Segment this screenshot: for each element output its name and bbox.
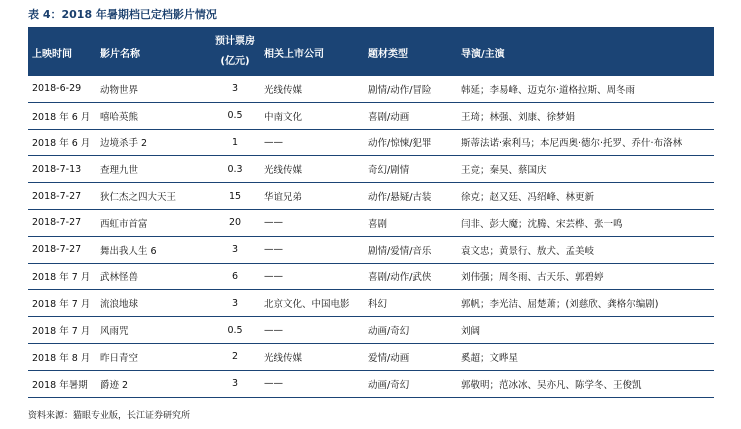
cell-name: 嘻哈英熊 xyxy=(100,111,139,123)
cell-genre: 爱情/动画 xyxy=(368,352,410,364)
cell-name: 武林怪兽 xyxy=(100,272,139,284)
table-row xyxy=(28,344,714,371)
cell-box-office: 20 xyxy=(228,217,242,229)
cell-cast: 斯蒂法诺·索利马；本尼西奥·德尔·托罗、乔什·布洛林 xyxy=(461,138,683,150)
table-row xyxy=(28,210,714,237)
cell-name: 狄仁杰之四大天王 xyxy=(100,192,177,204)
cell-name: 流浪地球 xyxy=(100,299,139,311)
table-row xyxy=(28,156,714,183)
header-company: 相关上市公司 xyxy=(264,48,324,60)
cell-date: 2018 年 8 月 xyxy=(32,352,91,364)
table-row xyxy=(28,371,714,398)
header-box-office-line1: 预计票房 xyxy=(215,36,255,47)
cell-genre: 剧情/动作/冒险 xyxy=(368,84,432,96)
cell-name: 舞出我人生 6 xyxy=(100,245,157,257)
cell-cast: 闫非、彭大魔；沈腾、宋芸桦、张一鸣 xyxy=(461,218,623,230)
cell-name: 边境杀手 2 xyxy=(100,138,148,150)
header-genre: 题材类型 xyxy=(368,48,408,60)
cell-genre: 动作/惊悚/犯罪 xyxy=(368,138,432,150)
cell-name: 西虹市首富 xyxy=(100,218,148,230)
cell-date: 2018 年 6 月 xyxy=(32,138,91,150)
cell-cast: 刘伟强；周冬雨、古天乐、郭碧婷 xyxy=(461,272,604,284)
cell-name: 风雨咒 xyxy=(100,326,129,338)
cell-company: 北京文化、中国电影 xyxy=(264,299,350,311)
cell-date: 2018 年 7 月 xyxy=(32,272,91,284)
cell-date: 2018-7-13 xyxy=(32,163,82,175)
table-row xyxy=(28,183,714,210)
cell-name: 爵迹 2 xyxy=(100,379,129,391)
header-date: 上映时间 xyxy=(32,48,72,60)
cell-name: 昨日青空 xyxy=(100,352,139,364)
cell-cast: 刘阔 xyxy=(461,326,481,338)
header-cast: 导演/主演 xyxy=(461,48,505,60)
cell-cast: 韩延；李易峰、迈克尔·道格拉斯、周冬雨 xyxy=(461,84,636,96)
cell-box-office: 2 xyxy=(231,351,239,363)
table-title: 表 4：2018 年暑期档已定档影片情况 xyxy=(28,8,217,21)
cell-box-office: 0.5 xyxy=(227,110,243,122)
cell-genre: 喜剧/动画 xyxy=(368,111,410,123)
cell-box-office: 15 xyxy=(228,190,242,202)
cell-box-office: 3 xyxy=(231,83,239,95)
cell-date: 2018 年 7 月 xyxy=(32,299,91,311)
cell-box-office: 0.5 xyxy=(227,324,243,336)
table-row xyxy=(28,264,714,291)
cell-name: 动物世界 xyxy=(100,84,139,96)
table-row xyxy=(28,103,714,130)
cell-box-office: 3 xyxy=(231,378,239,390)
table-header xyxy=(28,28,714,76)
cell-cast: 徐克；赵又廷、冯绍峰、林更新 xyxy=(461,192,595,204)
cell-box-office: 6 xyxy=(231,270,239,282)
cell-company: —— xyxy=(264,378,283,390)
cell-date: 2018 年暑期 xyxy=(32,379,88,391)
cell-date: 2018-6-29 xyxy=(32,83,82,95)
table-row xyxy=(28,290,714,317)
cell-company: —— xyxy=(264,244,283,256)
cell-date: 2018-7-27 xyxy=(32,217,82,229)
cell-cast: 奚超；文晔星 xyxy=(461,352,519,364)
table-row xyxy=(28,317,714,344)
cell-company: 光线传媒 xyxy=(264,84,303,96)
cell-box-office: 1 xyxy=(231,136,239,148)
cell-cast: 郭敬明；范冰冰、吴亦凡、陈学冬、王俊凯 xyxy=(461,379,642,391)
cell-company: —— xyxy=(264,324,283,336)
header-name: 影片名称 xyxy=(100,48,140,60)
cell-genre: 喜剧 xyxy=(368,218,388,230)
cell-company: 光线传媒 xyxy=(264,352,303,364)
cell-cast: 袁文忠；黄景行、敖犬、孟美岐 xyxy=(461,245,595,257)
cell-company: —— xyxy=(264,217,283,229)
cell-genre: 奇幻/剧情 xyxy=(368,165,410,177)
cell-date: 2018 年 7 月 xyxy=(32,326,91,338)
cell-cast: 王竞；秦昊、蔡国庆 xyxy=(461,165,547,177)
table-row xyxy=(28,76,714,103)
cell-company: —— xyxy=(264,136,283,148)
cell-date: 2018-7-27 xyxy=(32,244,82,256)
cell-company: 光线传媒 xyxy=(264,165,303,177)
source-note: 资料来源：猫眼专业版，长江证券研究所 xyxy=(28,411,191,421)
cell-box-office: 0.3 xyxy=(227,163,243,175)
cell-name: 查理九世 xyxy=(100,165,139,177)
table-body xyxy=(28,76,714,398)
cell-genre: 科幻 xyxy=(368,299,388,311)
cell-genre: 动画/奇幻 xyxy=(368,326,410,338)
cell-date: 2018-7-27 xyxy=(32,190,82,202)
cell-date: 2018 年 6 月 xyxy=(32,111,91,123)
cell-box-office: 3 xyxy=(231,297,239,309)
header-box-office xyxy=(200,28,270,76)
cell-genre: 动画/奇幻 xyxy=(368,379,410,391)
cell-genre: 剧情/爱情/音乐 xyxy=(368,245,432,257)
table-row xyxy=(28,130,714,157)
cell-company: 中南文化 xyxy=(264,111,303,123)
cell-cast: 郭帆；李光洁、屈楚萧；(刘慈欣、龚格尔编剧) xyxy=(461,299,659,311)
table-row xyxy=(28,237,714,264)
header-box-office-line2: (亿元) xyxy=(220,56,250,67)
cell-company: 华谊兄弟 xyxy=(264,192,303,204)
cell-genre: 动作/悬疑/古装 xyxy=(368,192,432,204)
cell-company: —— xyxy=(264,270,283,282)
cell-box-office: 3 xyxy=(231,244,239,256)
cell-cast: 王琦；林强、刘康、徐梦娟 xyxy=(461,111,576,123)
cell-genre: 喜剧/动作/武侠 xyxy=(368,272,432,284)
